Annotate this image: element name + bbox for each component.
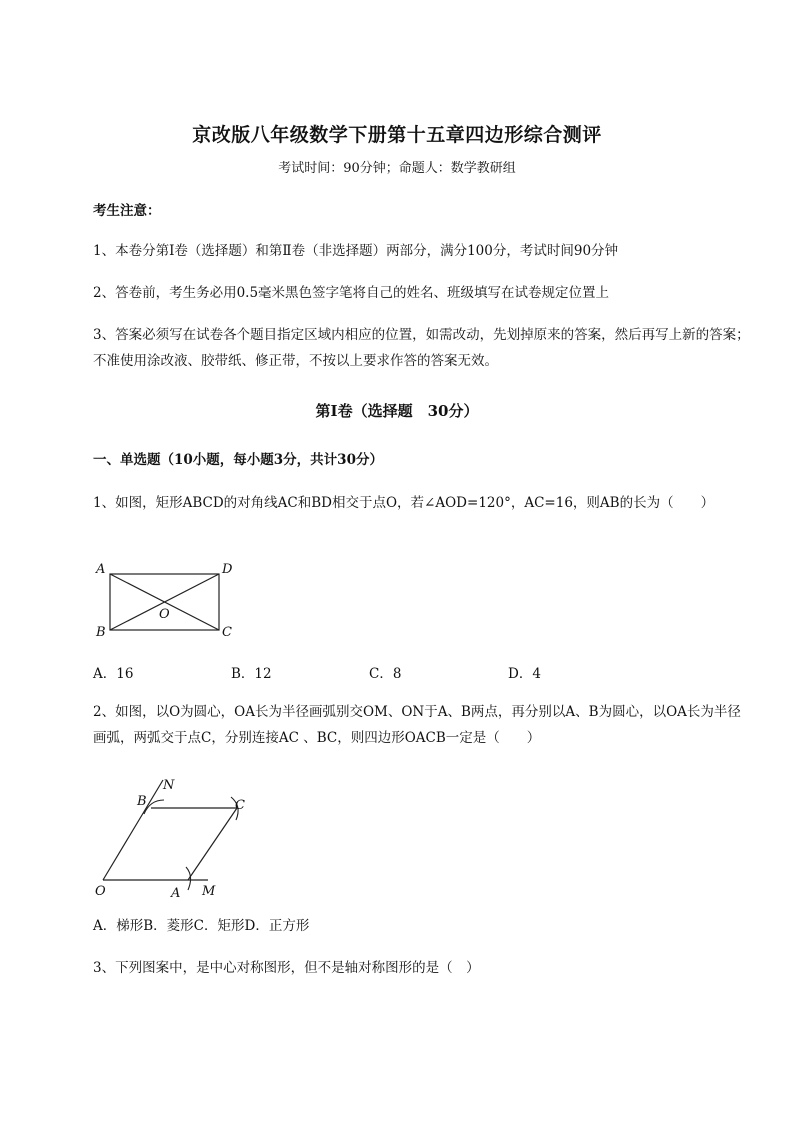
segment-ac: [188, 808, 237, 880]
section-heading: 一、单选题（10小题，每小题3分，共计30分）: [93, 452, 383, 468]
ray-on: [103, 780, 163, 880]
label-c: C: [235, 798, 245, 813]
label-n: N: [163, 778, 175, 793]
exam-info: 考试时间：90分钟；命题人：数学教研组: [278, 161, 516, 176]
notice-heading: 考生注意：: [93, 203, 161, 219]
question-1-option-a: A．16: [93, 666, 134, 682]
part1-title: 第I卷（选择题 30分）: [315, 402, 479, 420]
label-o: O: [159, 607, 170, 622]
page-title: 京改版八年级数学下册第十五章四边形综合测评: [192, 124, 602, 146]
label-a: A: [171, 886, 181, 901]
label-b: B: [137, 794, 147, 809]
notice-item-1: 1、本卷分第I卷（选择题）和第Ⅱ卷（非选择题）两部分，满分100分，考试时间90分钟: [93, 243, 619, 259]
notice-item-2: 2、答卷前，考生务必用0.5毫米黑色签字笔将自己的姓名、班级填写在试卷规定位置上: [93, 285, 610, 301]
label-a: A: [96, 562, 106, 577]
question-2-options: A．梯形B．菱形C．矩形D．正方形: [93, 918, 310, 934]
question-1-option-d: D．4: [508, 666, 541, 682]
question-3-text: 3、下列图案中，是中心对称图形，但不是轴对称图形的是（ ）: [93, 960, 480, 976]
question-2-text: 2、如图，以O为圆心，OA长为半径画弧别交OM、ON于A、B两点，再分别以A、B为圆心，以OA长为半径画弧，两弧交于点C，分别连接AC 、BC，则四边形OACB一定是（ ）: [93, 704, 741, 746]
question-2-figure: [90, 770, 270, 905]
label-b: B: [96, 625, 106, 640]
arc-mark-a: [186, 867, 191, 890]
notice-item-3: 3、答案必须写在试卷各个题目指定区域内相应的位置，如需改动，先划掉原来的答案，然后再写上新的答案；不准使用涂改液、胶带纸、修正带，不按以上要求作答的答案无效。: [93, 327, 750, 369]
question-1-option-b: B．12: [231, 666, 272, 682]
label-o: O: [95, 884, 106, 899]
label-m: M: [202, 884, 216, 899]
question-1-text: 1、如图，矩形ABCD的对角线AC和BD相交于点O，若∠AOD=120°，AC=16，则AB的长为（ ）: [93, 495, 715, 511]
question-1-option-c: C．8: [369, 666, 402, 682]
label-c: C: [222, 625, 232, 640]
label-d: D: [222, 562, 233, 577]
question-1-figure: [90, 555, 250, 645]
